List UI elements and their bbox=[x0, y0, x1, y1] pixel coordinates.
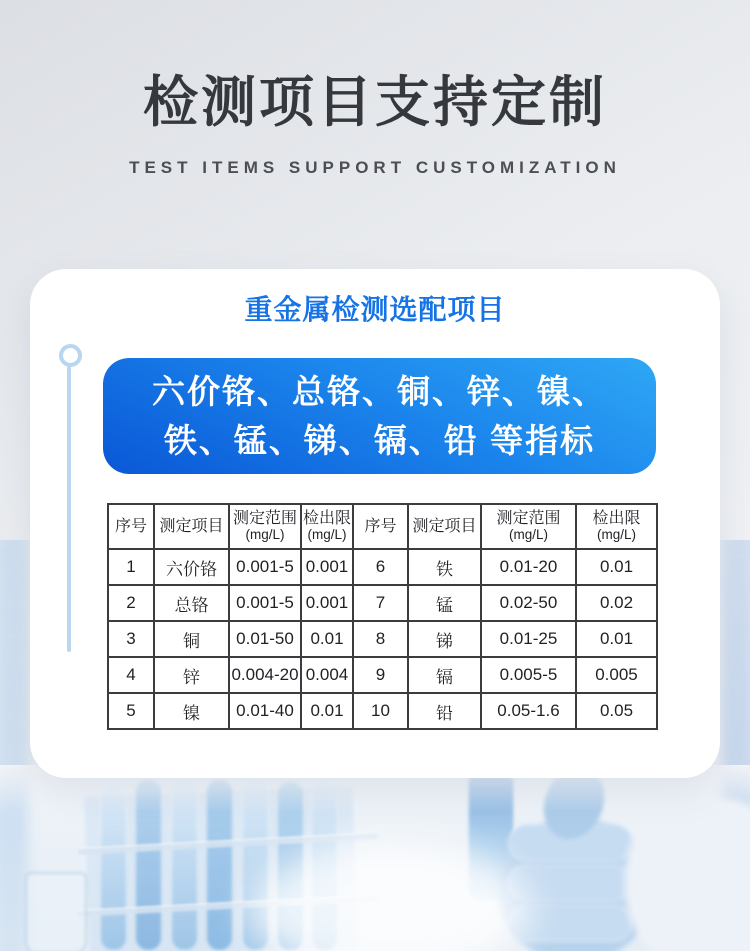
column-header-seq-1 bbox=[108, 504, 154, 549]
column-header-label: 检出限 bbox=[592, 510, 641, 528]
column-header-label: 检出限 bbox=[302, 510, 351, 528]
column-header-range-1 bbox=[229, 504, 301, 549]
column-header-unit: (mg/L) bbox=[307, 526, 347, 542]
table-cell: 8 bbox=[353, 621, 408, 657]
column-header-limit-1 bbox=[301, 504, 353, 549]
column-header-label: 测定范围 bbox=[496, 510, 561, 528]
table-cell: 5 bbox=[108, 693, 154, 729]
table-row bbox=[108, 657, 657, 693]
table-cell: 0.02-50 bbox=[481, 585, 576, 621]
table-row bbox=[108, 585, 657, 621]
table-cell: 锌 bbox=[154, 657, 229, 693]
column-header-seq-2 bbox=[353, 504, 408, 549]
column-header-label: 测定项目 bbox=[412, 517, 477, 535]
table-cell: 6 bbox=[353, 549, 408, 585]
table-cell: 镍 bbox=[154, 693, 229, 729]
table-cell: 镉 bbox=[408, 657, 481, 693]
table-cell: 铜 bbox=[154, 621, 229, 657]
table-cell: 六价铬 bbox=[154, 549, 229, 585]
table-cell: 0.005-5 bbox=[481, 657, 576, 693]
table-cell: 0.05 bbox=[576, 693, 657, 729]
table-cell: 7 bbox=[353, 585, 408, 621]
table-cell: 4 bbox=[108, 657, 154, 693]
page-title: 检测项目支持定制 bbox=[142, 71, 607, 133]
column-header-item-2 bbox=[408, 504, 481, 549]
table-cell: 0.001-5 bbox=[229, 549, 301, 585]
table-cell: 0.004-20 bbox=[229, 657, 301, 693]
column-header-unit: (mg/L) bbox=[508, 526, 548, 542]
table-cell: 9 bbox=[353, 657, 408, 693]
table-cell: 0.01-40 bbox=[229, 693, 301, 729]
spec-table bbox=[107, 503, 658, 730]
column-header-unit: (mg/L) bbox=[596, 526, 636, 542]
banner-line-2: 铁、锰、锑、镉、铅 等指标 bbox=[163, 422, 596, 459]
table-header-row bbox=[108, 504, 657, 549]
table-cell: 2 bbox=[108, 585, 154, 621]
table-cell: 0.005 bbox=[576, 657, 657, 693]
table-cell: 0.01 bbox=[301, 621, 353, 657]
table-cell: 10 bbox=[353, 693, 408, 729]
table-cell: 总铬 bbox=[154, 585, 229, 621]
column-header-item-1 bbox=[154, 504, 229, 549]
column-header-label: 测定项目 bbox=[159, 517, 224, 535]
timeline-circle-icon bbox=[59, 344, 82, 367]
photo-left-glow bbox=[0, 540, 28, 951]
table-cell: 0.004 bbox=[301, 657, 353, 693]
table-row bbox=[108, 693, 657, 729]
heavy-metal-card bbox=[30, 269, 720, 778]
table-cell: 0.01 bbox=[576, 621, 657, 657]
column-header-label: 序号 bbox=[114, 517, 147, 535]
column-header-range-2 bbox=[481, 504, 576, 549]
table-cell: 0.05-1.6 bbox=[481, 693, 576, 729]
table-cell: 0.02 bbox=[576, 585, 657, 621]
column-header-unit: (mg/L) bbox=[245, 526, 285, 542]
table-cell: 0.001 bbox=[301, 549, 353, 585]
table-cell: 0.01-25 bbox=[481, 621, 576, 657]
banner-line-1: 六价铬、总铬、铜、锌、镍、 bbox=[152, 373, 607, 410]
table-cell: 1 bbox=[108, 549, 154, 585]
table-cell: 0.01-20 bbox=[481, 549, 576, 585]
timeline-line bbox=[67, 366, 71, 652]
table-cell: 铅 bbox=[408, 693, 481, 729]
table-cell: 0.01 bbox=[301, 693, 353, 729]
metals-banner bbox=[103, 358, 656, 474]
table-cell: 0.01-50 bbox=[229, 621, 301, 657]
card-heading: 重金属检测选配项目 bbox=[244, 294, 506, 325]
column-header-limit-2 bbox=[576, 504, 657, 549]
table-cell: 锑 bbox=[408, 621, 481, 657]
table-row bbox=[108, 621, 657, 657]
table-cell: 0.001 bbox=[301, 585, 353, 621]
table-cell: 3 bbox=[108, 621, 154, 657]
table-cell: 0.001-5 bbox=[229, 585, 301, 621]
column-header-label: 测定范围 bbox=[232, 510, 297, 528]
column-header-label: 序号 bbox=[364, 517, 397, 535]
beaker bbox=[25, 872, 87, 951]
table-cell: 铁 bbox=[408, 549, 481, 585]
table-cell: 0.01 bbox=[576, 549, 657, 585]
page-subtitle: TEST ITEMS SUPPORT CUSTOMIZATION bbox=[129, 158, 621, 177]
table-row bbox=[108, 549, 657, 585]
table-cell: 锰 bbox=[408, 585, 481, 621]
